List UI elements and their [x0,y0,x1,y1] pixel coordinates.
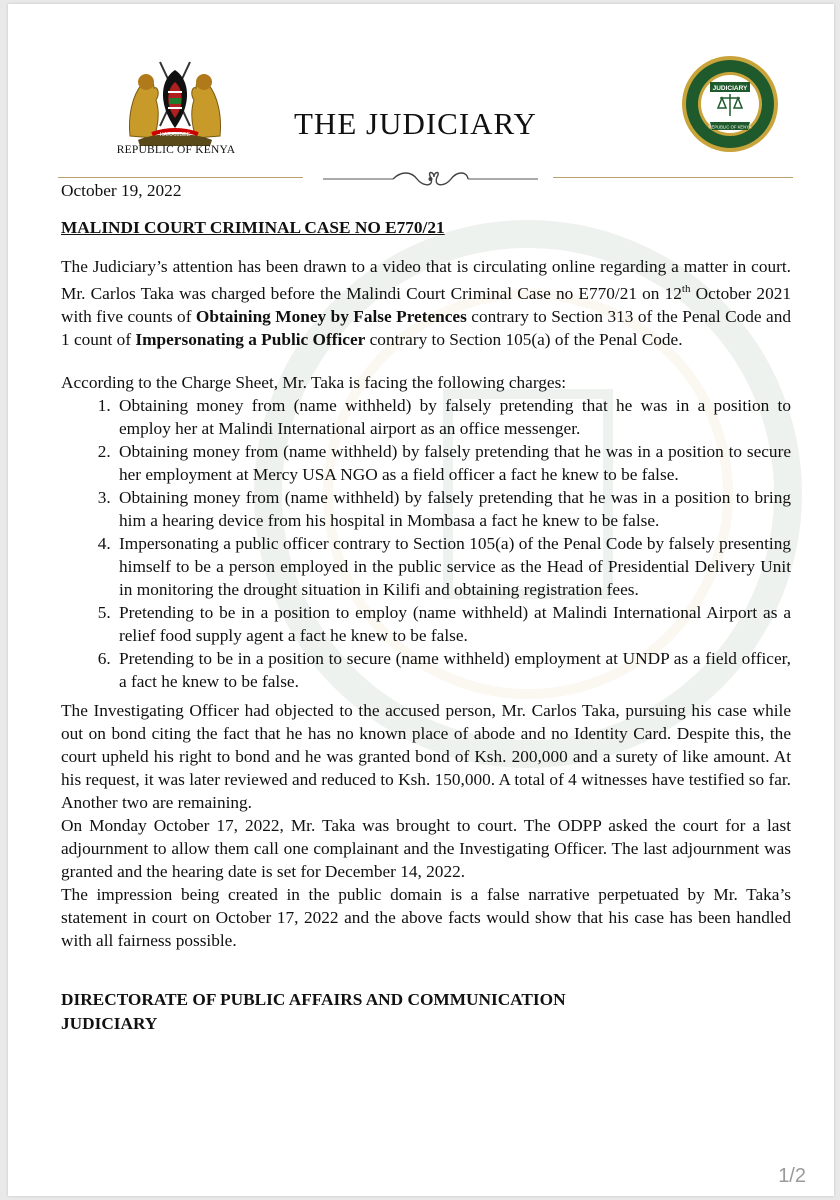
impression-paragraph: The impression being created in the public domain is a false narrative perpetuated by Mr. Taka’s statement in court on October 17, 2022 and the above facts would show that his case has been handled with all fairness possible. [61,884,791,950]
list-item: 5. Pretending to be in a position to employ (name withheld) at Malindi International Airport as a relief food supply agent a fact he knew to be false. [115,601,791,647]
list-item: 6. Pretending to be in a position to secure (name withheld) employment at UNDP as a field officer, a fact he knew to be false. [115,647,791,693]
intro-text-4: contrary to Section 105(a) of the Penal Code. [365,329,683,349]
header-rule-left [58,177,303,178]
coat-of-arms-motto: HARAMBEE [159,132,191,138]
monday-hearing-paragraph: On Monday October 17, 2022, Mr. Taka was brought to court. The ODPP asked the court for a last adjournment to allow them call one complainant and the Investigating Officer. The last adjournment was granted and the hearing date is set for December 14, 2022. [61,815,791,881]
charge-obtaining-money: Obtaining Money by False Pretences [195,306,467,326]
republic-of-kenya-label: REPUBLIC OF KENYA [116,144,236,156]
intro-text-2: October 2021 with five counts of [61,283,791,326]
judiciary-seal-icon [680,54,780,154]
list-item: 1. Obtaining money from (name withheld) by falsely pretending that he was in a position to employ her at Malindi International airport as an office messenger. [115,394,791,440]
charge-impersonating: Impersonating a Public Officer [135,329,366,349]
signature-judiciary: JUDICIARY [61,1013,158,1033]
intro-text-3: contrary to Section 313 of the Penal Code and 1 count of [61,306,791,349]
document-body [61,179,791,1036]
document-page [8,4,834,1196]
investigating-officer-paragraph: The Investigating Officer had objected to the accused person, Mr. Carlos Taka, pursuing his case while out on bond citing the fact that he has no known place of abode and no Identity Card. Despite this, the court upheld his right to bond and he was granted bond of Ksh. 200,000 and a surety of like amount. At his request, it was later reviewed and reduced to Ksh. 150,000. A total of 4 witnesses have testified so far. Another two are remaining. [61,700,791,812]
intro-superscript: th [681,283,691,295]
document-date: October 19, 2022 [61,181,182,200]
kenya-coat-of-arms-icon [120,56,230,148]
signature-block [61,988,791,1036]
header-rule-right [553,177,793,178]
charges-list [61,394,791,693]
seal-top-text: JUDICIARY [712,85,748,92]
case-title: MALINDI COURT CRIMINAL CASE NO E770/21 [61,218,445,237]
charges-intro: According to the Charge Sheet, Mr. Taka is facing the following charges: [61,372,567,392]
list-item: 3. Obtaining money from (name withheld) by falsely pretending that he was in a position to bring him a hearing device from his hospital in Mombasa a fact he knew to be false. [115,486,791,532]
page-title: THE JUDICIARY [294,106,537,141]
seal-bottom-text: REPUBLIC OF KENYA [708,124,752,130]
signature-directorate: DIRECTORATE OF PUBLIC AFFAIRS AND COMMUNICATION [61,989,566,1009]
list-item: 2. Obtaining money from (name withheld) by falsely pretending that he was in a position to secure her employment at Mercy USA NGO as a field officer a fact he knew to be false. [115,440,791,486]
letterhead [8,4,834,179]
intro-paragraph [61,255,791,351]
intro-text-1: The Judiciary’s attention has been drawn to a video that is circulating online regarding a matter in court. Mr. Carlos Taka was charged before the Malindi Court Criminal Case no E770/21 on 12 [61,257,791,303]
list-item: 4. Impersonating a public officer contrary to Section 105(a) of the Penal Code by falsely presenting himself to be a person employed in the public service as the Head of Presidential Delivery Unit in monitoring the drought situation in Kilifi and obtaining registration fees. [115,532,791,601]
page-indicator: 1/2 [778,1165,806,1187]
